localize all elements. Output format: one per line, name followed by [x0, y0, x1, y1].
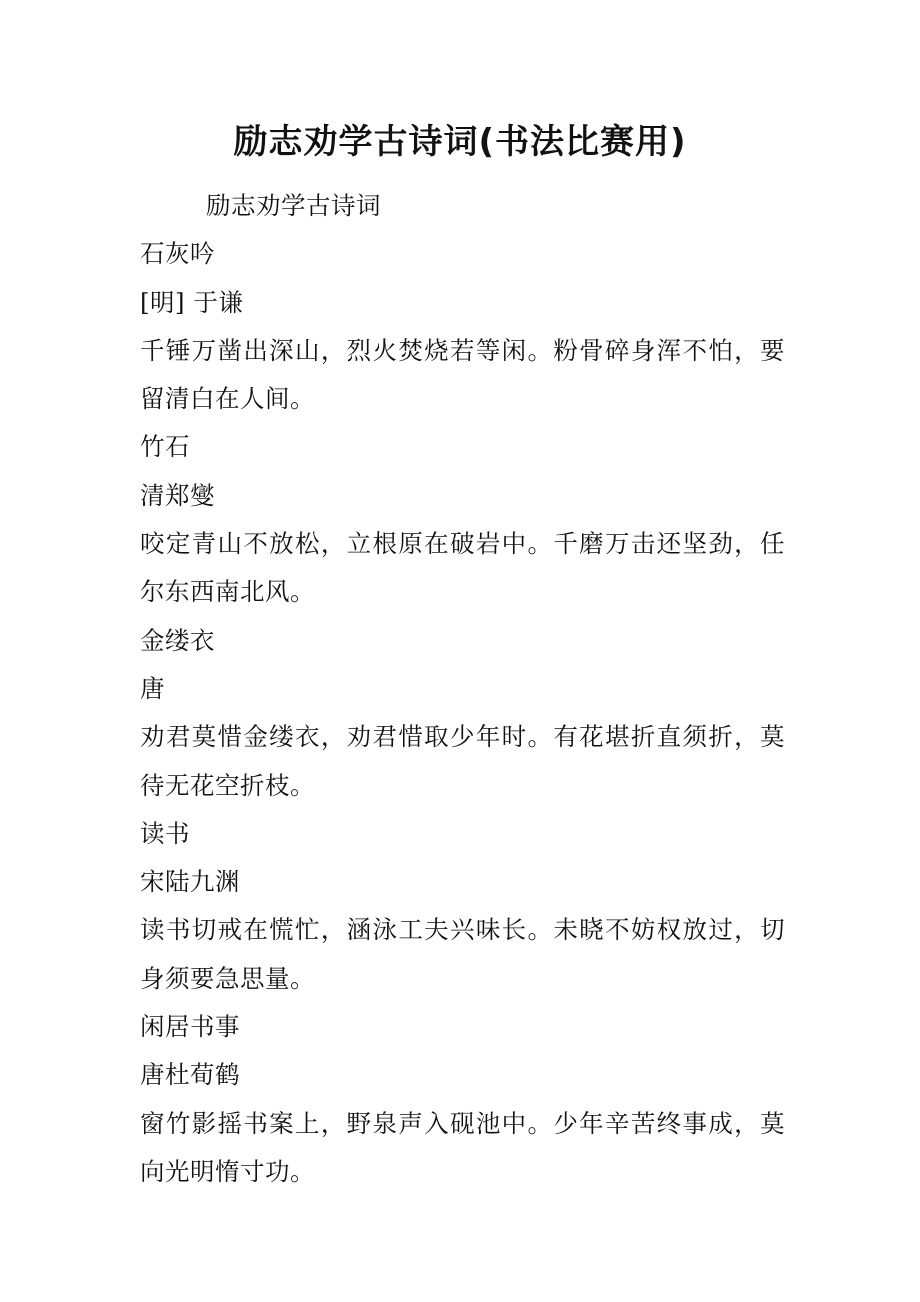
- poem-text: 窗竹影摇书案上，野泉声入砚池中。少年辛苦终事成，莫向光明惰寸功。: [140, 1108, 785, 1186]
- document-title: 励志劝学古诗词(书法比赛用): [233, 122, 687, 162]
- poem-author: 清郑燮: [140, 480, 215, 510]
- document-subtitle: 励志劝学古诗词: [206, 191, 381, 220]
- poem-author: 唐杜荀鹤: [140, 1060, 240, 1090]
- poem-title: 闲居书事: [140, 1012, 240, 1042]
- poem-title: 读书: [140, 818, 190, 848]
- poem-text: 劝君莫惜金缕衣，劝君惜取少年时。有花堪折直须折，莫待无花空折枝。: [140, 722, 785, 800]
- poem-title: 石灰吟: [140, 239, 215, 269]
- poem-text: 读书切戒在慌忙，涵泳工夫兴味长。未晓不妨权放过，切身须要急思量。: [140, 915, 785, 993]
- poem-author: 宋陆九渊: [140, 867, 240, 897]
- poem-text: 千锤万凿出深山，烈火焚烧若等闲。粉骨碎身浑不怕，要留清白在人间。: [140, 335, 785, 414]
- poem-title: 竹石: [140, 432, 190, 462]
- poem-author: 唐: [140, 673, 165, 703]
- poem-title: 金缕衣: [140, 625, 215, 655]
- poem-author: [明] 于谦: [140, 287, 244, 317]
- document-body: [140, 182, 785, 1196]
- poem-text: 咬定青山不放松，立根原在破岩中。千磨万击还坚劲，任尔东西南北风。: [140, 529, 785, 607]
